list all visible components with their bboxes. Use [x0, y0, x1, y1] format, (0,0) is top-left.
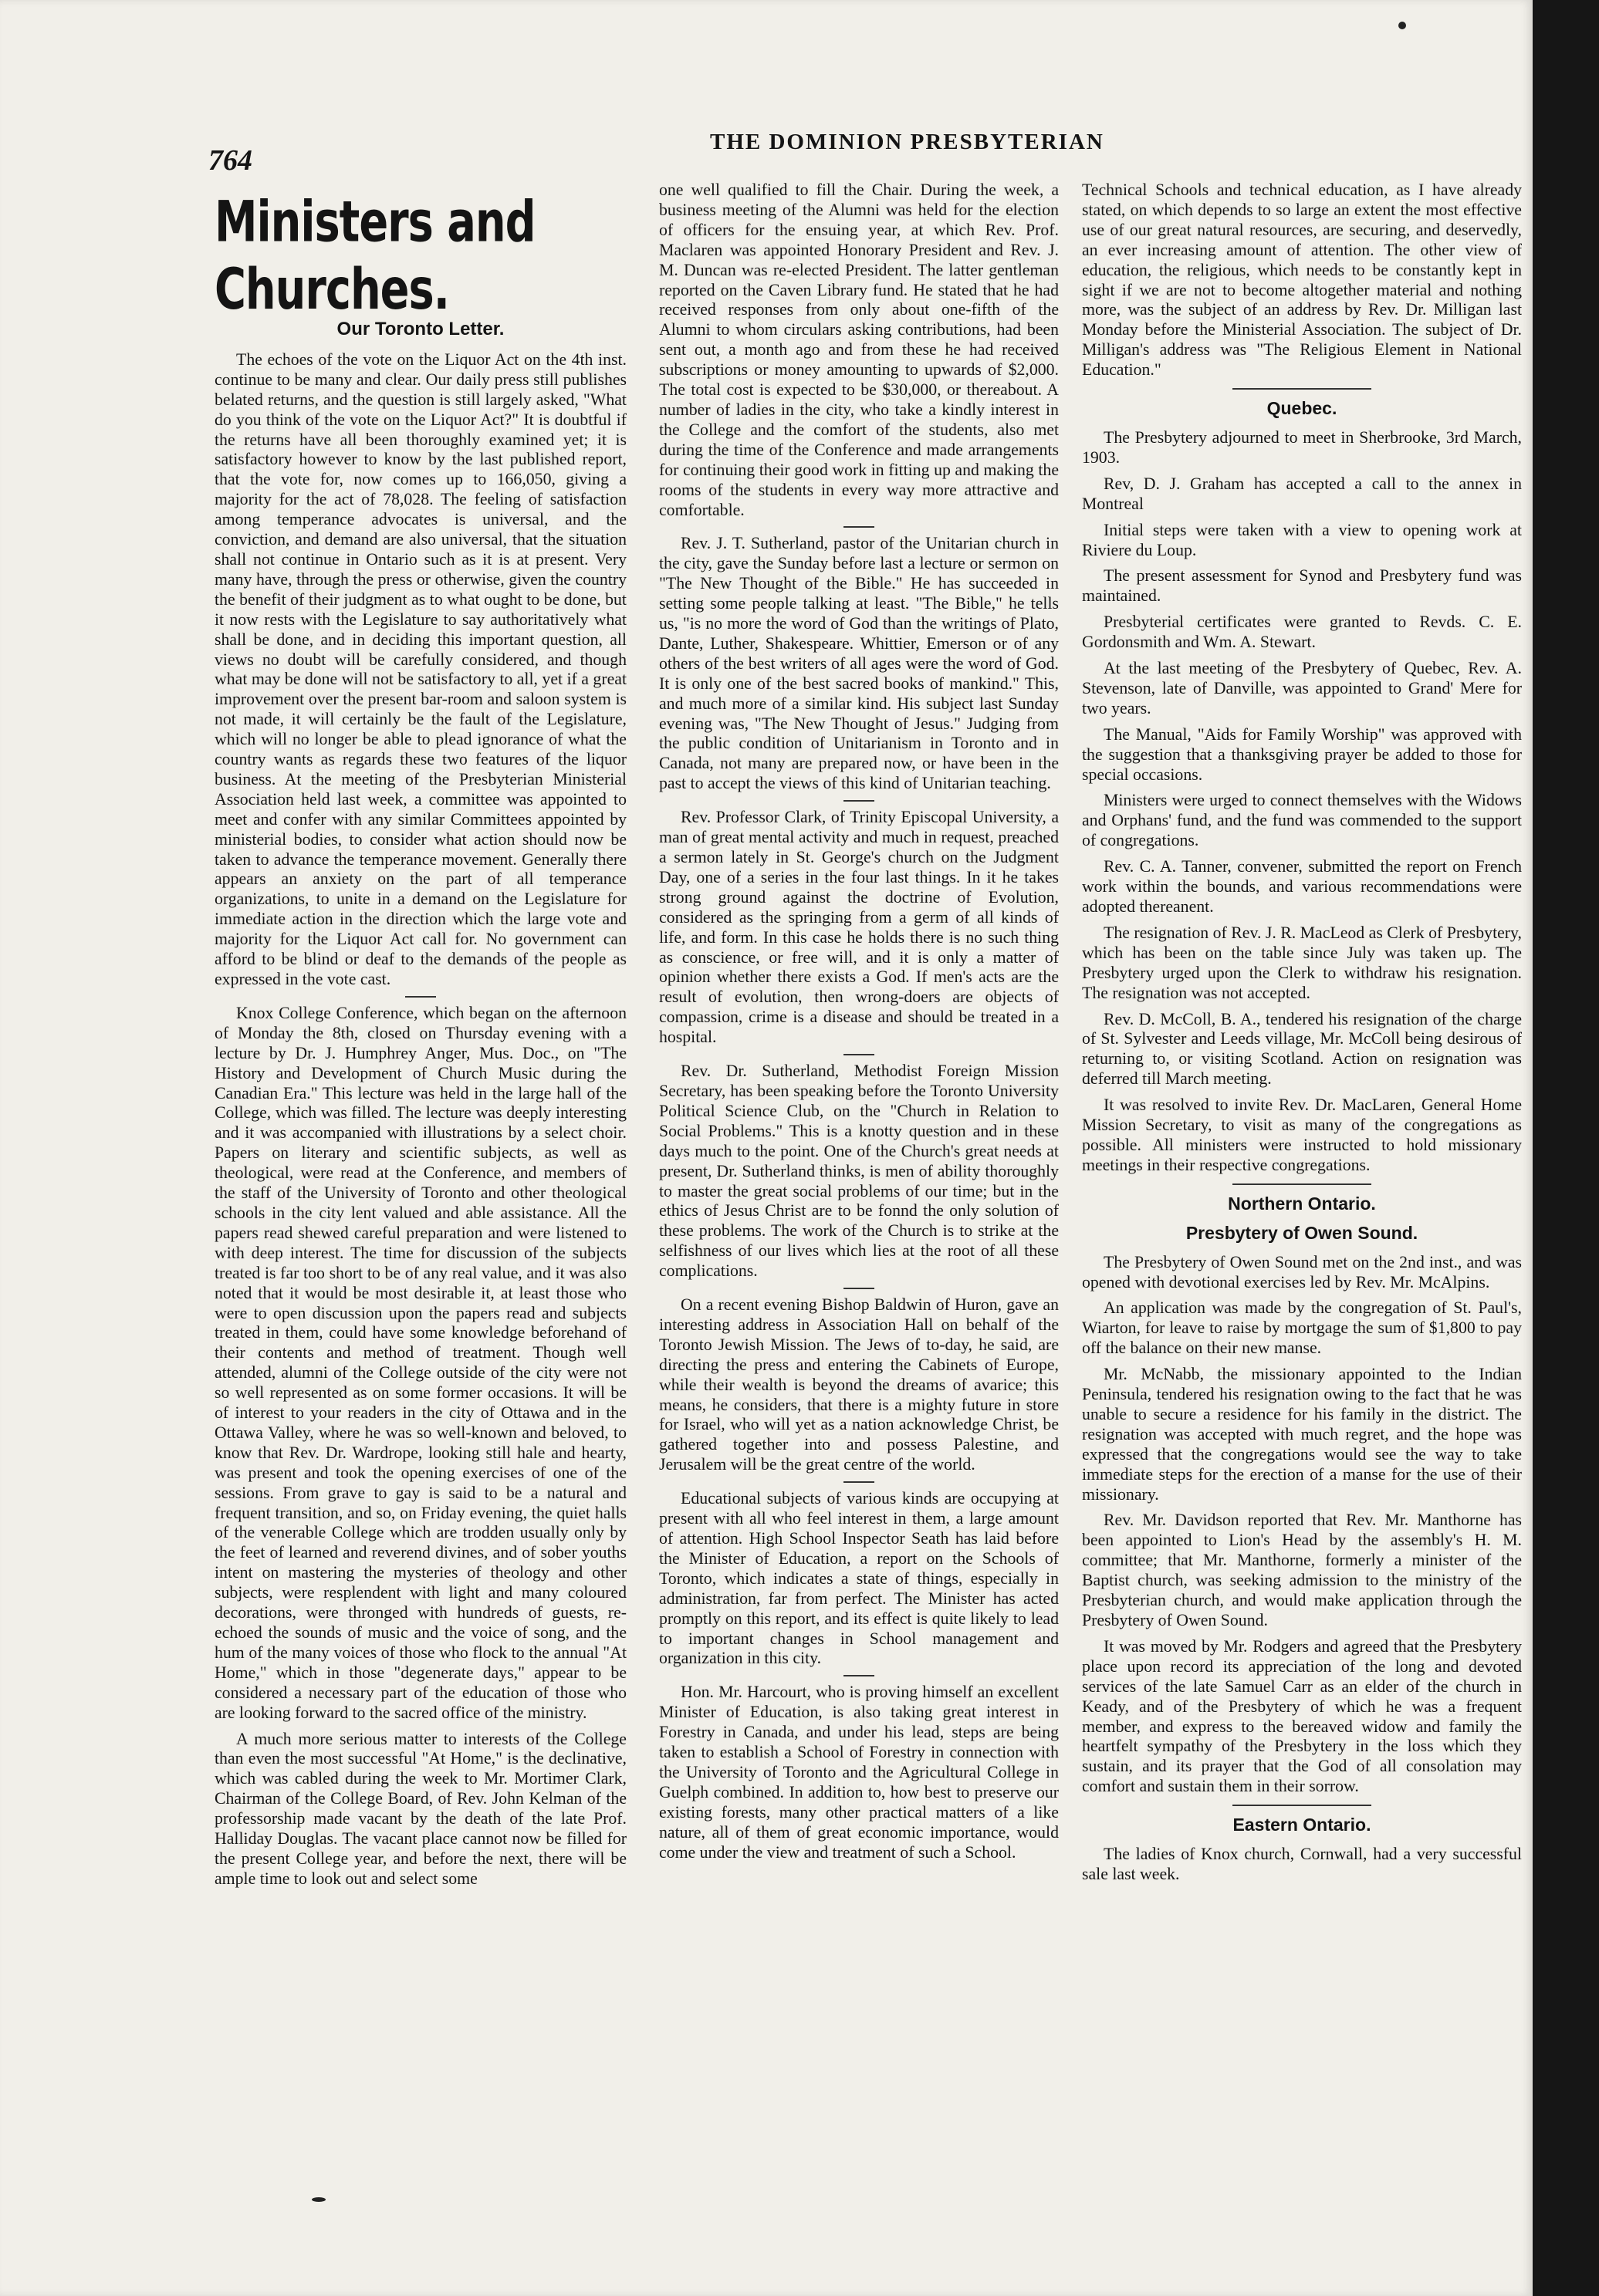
page-header [208, 130, 1505, 177]
owen-sound-heading: Presbytery of Owen Sound. [1185, 1222, 1418, 1243]
section-divider [843, 800, 874, 802]
section-divider [843, 1481, 874, 1483]
quebec-paragraph: It was resolved to invite Rev. Dr. MacLaren, General Home Mission Secretary, to visit as many of the congregations as possible. All ministers were instructed to hold missionary meetings in their respective congregations. [1082, 1096, 1522, 1174]
article-paragraph: Technical Schools and technical education, as I have already stated, on which depends to so large an extent the most effective use of our great natural resources, are securing, and deservedly, an ever increasing amount of attention. The other view of education, the religious, which needs to be constantly kept in sight if we are not to become altogether material and nothing more, was the subject of an address by Rev. Dr. Milligan last Monday before the Ministerial Association. The subject of Dr. Milligan's address was "The Religious Element in National Education." [1082, 181, 1522, 380]
section-divider [405, 996, 436, 998]
section-divider [843, 1288, 874, 1289]
owen-sound-paragraph: Rev. Mr. Davidson reported that Rev. Mr. Manthorne has been appointed to Lion's Head by the assembly's H. M. committee; that Mr. Manthorne, formerly a minister of the Baptist church, was seeking admission to the ministry of the Presbyterian church, and would make application through the Presbytery of Owen Sound. [1082, 1511, 1522, 1629]
quebec-paragraph: Rev. C. A. Tanner, convener, submitted the report on French work within the bounds, and various recommendations were adopted thereanent. [1082, 857, 1522, 916]
section-divider [843, 1054, 874, 1055]
article-paragraph: Educational subjects of various kinds are occupying at present with all who feel interest in them, a large amount of attention. High School Inspector Seath has laid before the Minister of Education, a report on the Schools of Toronto, which indicates a state of things, especially in administration, far from perfect. The Minister has acted promptly on this report, and its effect is quite likely to lead to important changes in School management and organization in this city. [659, 1489, 1059, 1668]
article-paragraph: Hon. Mr. Harcourt, who is proving himself an excellent Minister of Education, is also taking great interest in Forestry in Canada, and under his lead, steps are being taken to establish a School of Forestry in connection with the University of Toronto and the Agricultural College in Guelph combined. In addition to, how best to preserve our existing forests, many other practical matters of a like nature, all of them of great economic importance, would come under the view and treatment of such a School. [659, 1683, 1059, 1862]
quebec-paragraph: The present assessment for Synod and Presbytery fund was maintained. [1082, 566, 1522, 606]
eastern-ontario-heading: Eastern Ontario. [1232, 1815, 1371, 1835]
section-divider [843, 526, 874, 528]
quebec-paragraph: Initial steps were taken with a view to opening work at Riviere du Loup. [1082, 520, 1522, 559]
column-3 [1082, 181, 1522, 1891]
quebec-paragraph: Rev, D. J. Graham has accepted a call to the annex in Montreal [1082, 474, 1522, 513]
quebec-paragraph: Rev. D. McColl, B. A., tendered his resignation of the charge of St. Sylvester and Leeds village, Mr. McColl being desirous of returning to, or visiting Scotland. Action on resignation was deferred till March meeting. [1082, 1009, 1522, 1089]
scan-speck [1398, 22, 1406, 29]
quebec-paragraph: The Manual, "Aids for Family Worship" was approved with the suggestion that a thanksgiving prayer be added to those for special occasions. [1082, 724, 1522, 784]
owen-sound-paragraph: An application was made by the congregation of St. Paul's, Wiarton, for leave to raise by mortgage the sum of $1,800 to pay off the balance on their new manse. [1082, 1298, 1522, 1358]
article-paragraph: On a recent evening Bishop Baldwin of Huron, gave an interesting address in Association Hall on behalf of the Toronto Jewish Mission. The Jews of to-day, he said, are directing the press and entering the Cabinets of Europe, while their wealth is beyond the dreams of avarice; this means, he considers, that there is a mighty future in store for Israel, who will yet as a nation acknowledge Christ, be gathered together into and possess Palestine, and Jerusalem will be the great centre of the world. [659, 1295, 1059, 1474]
article-paragraph: one well qualified to fill the Chair. During the week, a business meeting of the Alumni was held for the election of officers for the ensuing year, at which Rev. Prof. Maclaren was appointed Honorary President and Rev. J. M. Duncan was re-elected President. The latter gentleman reported on the Caven Library fund. He stated that he had received responses from only about one-fifth of the Alumni to whom circulars asking contributions, had been sent out, a month ago and from these he had received subscriptions or money amounting to upwards of $2,000. The total cost is expected to be $30,000, or thereabout. A number of ladies in the city, who take a kindly interest in the College and the comfort of the students, also met during the time of the Conference and made arrangements for continuing their good work in fitting up and making the rooms of the students in every way more attractive and comfortable. [659, 181, 1059, 519]
quebec-paragraph: At the last meeting of the Presbytery of Quebec, Rev. A. Stevenson, late of Danville, was appointed to Grand' Mere for two years. [1082, 659, 1522, 718]
quebec-paragraph: Presbyterial certificates were granted to Revds. C. E. Gordonsmith and Wm. A. Stewart. [1082, 613, 1522, 652]
eastern-paragraph: The ladies of Knox church, Cornwall, had a very successful sale last week. [1082, 1845, 1522, 1883]
section-divider [1232, 1183, 1371, 1185]
article-paragraph: A much more serious matter to interests of the College than even the most successful "At Home," is the declinative, which was cabled during the week to Mr. Mortimer Clark, Chairman of the College Board, of Rev. John Kelman of the professorship made vacant by the death of the late Prof. Halliday Douglas. The vacant place cannot now be filled for the present College year, and before the next, there will be ample time to look out and select some [215, 1729, 627, 1888]
toronto-letter-heading: Our Toronto Letter. [336, 319, 505, 339]
quebec-paragraph: The resignation of Rev. J. R. MacLeod as Clerk of Presbytery, which has been on the table since July was taken up. The Presbytery urged upon the Clerk to withdraw his resignation. The resignation was not accepted. [1082, 923, 1522, 1002]
column-1 [215, 188, 627, 1896]
owen-sound-paragraph: Mr. McNabb, the missionary appointed to the Indian Peninsula, tendered his resignation owing to the fact that he was unable to secure a residence for his family in the district. The resignation was accepted with much regret, and the hope was expressed that the congregations would see the way to take immediate steps for the erection of a manse for the use of their missionary. [1082, 1365, 1522, 1504]
scan-speck [312, 2197, 326, 2202]
running-head: THE DOMINION PRESBYTERIAN [710, 130, 1104, 154]
owen-sound-paragraph: It was moved by Mr. Rodgers and agreed that the Presbytery place upon record its appreciation of the long and devoted services of the late Samuel Carr as an elder of the church in Keady, and of the Presbytery of which he was a frequent member, and express to the bereaved widow and family the heartfelt sympathy of the Presbytery in the loss which they sustain, and its prayer that the God of all consolation may comfort and sustain them in their sorrow. [1082, 1636, 1522, 1796]
article-paragraph: Rev. Professor Clark, of Trinity Episcopal University, a man of great mental activity and much in request, preached a sermon lately in St. George's church on the Judgment Day, one of a series in the four last things. In it he takes strong ground against the doctrine of Evolution, considered as the springing from a germ of all kinds of life, and form. In this case he holds there is no such thing as conscience, or free will, and it is only a matter of opinion whether there exists a God. If men's acts are the result of evolution, then wrong-doers are objects of compassion, crime is a disease and should be treated in a hospital. [659, 808, 1059, 1047]
column-2 [659, 181, 1059, 1869]
section-divider [843, 1675, 874, 1676]
article-paragraph: Knox College Conference, which began on the afternoon of Monday the 8th, closed on Thursday evening with a lecture by Dr. J. Humphrey Anger, Mus. Doc., on "The History and Development of Church Music during the Canadian Era." This lecture was held in the large hall of the College, which was filled. The lecture was deeply interesting and it was accompanied with illustrations by a select choir. Papers on literary and scientific subjects, as well as theological, were read at the Conference, and members of the staff of the University of Toronto and other theological schools in the city lent valued and able assistance. All the papers read shewed careful preparation and were listened to with deep interest. The time for discussion of the subjects treated is far too short to be of any real value, and it was also noted that it would be most desirable it, at least those who were to open discussion upon the papers read and subjects treated in them, could have some knowledge beforehand of their contents and method of treatment. Though well attended, alumni of the College outside of the city were not so well represented as on some former occasions. It will be of interest to your readers in the city of Ottawa and in the Ottawa Valley, where he was so well-known and beloved, to know that Rev. Dr. Wardrope, looking still hale and hearty, was present and took the opening exercises of one of the sessions. From grave to gay is said to be a natural and frequent transition, and so, on Friday evening, the quiet halls of the venerable College which are trodden usually only by the feet of learned and reverend divines, and of sober youths intent on mastering the mysteries of theology and other subjects, were resplendent with light and many coloured decorations, were thronged with hundreds of guests, re-echoed the sounds of music and the voice of song, and the hum of the many voices of those who flock to the annual "At Home," which in those "degenerate days," appear to be considered a necessary part of the education of those who are looking forward to the sacred office of the ministry. [215, 1003, 627, 1722]
article-paragraph: Rev. Dr. Sutherland, Methodist Foreign Mission Secretary, has been speaking before the Toronto University Political Science Club, on the "Church in Relation to Social Problems." This is a knotty question and in these days much to the point. One of the Church's great needs at present, Dr. Sutherland thinks, is men of ability thoroughly to master the great social problems of our time; but in the ethics of Jesus Christ are to be fonnd the only solution of these problems. The work of the Church is to strike at the selfishness of our lives which lies at the root of all these complications. [659, 1062, 1059, 1281]
quebec-heading: Quebec. [1266, 398, 1337, 419]
article-paragraph: The echoes of the vote on the Liquor Act on the 4th inst. continue to be many and clear. Our daily press still publishes belated returns, and the question is still largely asked, "What do you think of the vote on the Liquor Act?" It is doubtful if the returns have all been thoroughly examined yet; it is satisfactory however to know by the last published report, that the vote for, now comes up to 166,050, giving a majority for the act of 78,028. The feeling of satisfaction among temperance advocates is universal, and the conviction, and demand are also universal, that the situation shall not continue in Ontario such as it is at present. Very many have, through the press or otherwise, given the country the benefit of their judgment as to what ought to be done, but it now rests with the Legislature to say authoritatively what shall be done, and in deciding this important question, all views no doubt will be carefully considered, and though what may be done will not be satisfactory to all, yet if a great improvement over the present bar-room and saloon system is not made, it will certainly be the fault of the Legislature, which will no longer be able to plead ignorance of what the country wants as regards these two features of the liquor business. At the meeting of the Presbyterian Ministerial Association held last week, a committee was appointed to meet and confer with any similar Committees appointed by ministerial bodies, to consider what action should now be taken to advance the temperance movement. Generally there appears an anxiety on the part of all temperance organizations, to unite in a demand on the Legislature for immediate action in the direction which the large vote and majority for the Liquor Act call for. No government can afford to be blind or deaf to the demands of the people as expressed in the vote cast. [215, 349, 627, 988]
section-divider [1232, 1805, 1371, 1806]
quebec-paragraph: Ministers were urged to connect themselves with the Widows and Orphans' fund, and the fund was commended to the support of congregations. [1082, 791, 1522, 850]
section-masthead: Ministers and Churches. [215, 188, 536, 322]
owen-sound-paragraph: The Presbytery of Owen Sound met on the 2nd inst., and was opened with devotional exercises led by Rev. Mr. McAlpins. [1082, 1252, 1522, 1292]
northern-ontario-heading: Northern Ontario. [1228, 1193, 1376, 1214]
article-paragraph: Rev. J. T. Sutherland, pastor of the Unitarian church in the city, gave the Sunday before last a lecture or sermon on "The New Thought of the Bible." He has succeeded in setting some people talking at least. "The Bible," he tells us, "is no more the word of God than the writings of Plato, Dante, Luther, Shakespeare. Whittier, Emerson or of any others of the best writers of all ages were the word of God. It is only one of the best sacred books of mankind." This, and much more of a similar kind. His subject last Sunday evening was, "The New Thought of Jesus." Judging from the public condition of Unitarianism in Toronto and in Canada, not many are prepared now, or have been in the past to accept the views of this kind of Unitarian teaching. [659, 534, 1059, 793]
section-divider [1232, 388, 1371, 390]
quebec-paragraph: The Presbytery adjourned to meet in Sherbrooke, 3rd March, 1903. [1082, 427, 1522, 467]
page-number: 764 [208, 144, 252, 177]
